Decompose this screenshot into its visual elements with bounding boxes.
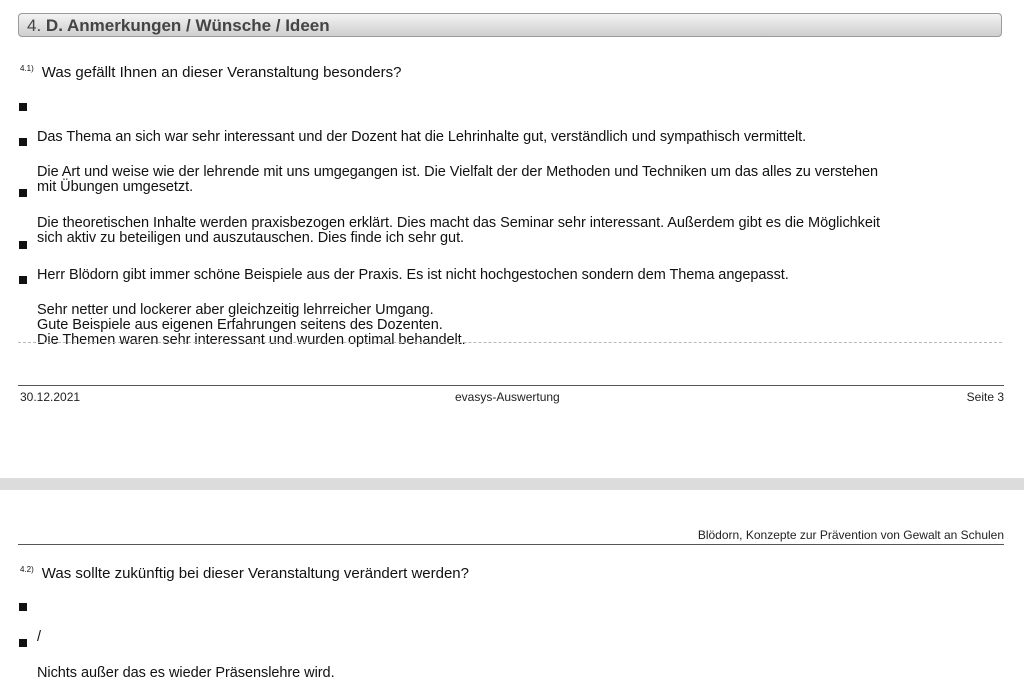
dashed-divider (18, 342, 1002, 343)
square-bullet-icon (19, 241, 27, 249)
list-item (18, 636, 1017, 681)
footer-divider (18, 385, 1004, 386)
answer-text: Die theoretischen Inhalte werden praxisbezogen erklärt. Dies macht das Seminar sehr interessant. Außerdem gibt es die Möglichkeit sich aktiv zu beteiligen und auszutauschen. Dies finde ich sehr gut. (37, 215, 881, 246)
question-number: 4.2) (20, 565, 34, 574)
section-header (18, 13, 1002, 37)
list-item (18, 273, 1017, 348)
footer-app-name: evasys-Auswertung (455, 390, 560, 404)
question-text: Was sollte zukünftig bei dieser Veranstaltung verändert werden? (41, 565, 469, 582)
section-title (27, 16, 330, 36)
square-bullet-icon (19, 138, 27, 146)
square-bullet-icon (19, 103, 27, 111)
square-bullet-icon (19, 189, 27, 197)
answer-text: Herr Blödorn gibt immer schöne Beispiele aus der Praxis. Es ist nicht hochgestochen sondern dem Thema angepasst. (37, 267, 789, 283)
square-bullet-icon (19, 639, 27, 647)
answer-text: / (37, 629, 41, 645)
running-head: Blödorn, Konzepte zur Prävention von Gewalt an Schulen (697, 528, 1004, 542)
section-title-text: D. Anmerkungen / Wünsche / Ideen (45, 16, 330, 35)
question-4-1 (20, 64, 401, 81)
answer-text: Das Thema an sich war sehr interessant und der Dozent hat die Lehrinhalte gut, verständlich und sympathisch vermittelt. (37, 129, 807, 145)
list-item (18, 186, 1024, 246)
square-bullet-icon (19, 603, 27, 611)
answer-text: Die Art und weise wie der lehrende mit uns umgegangen ist. Die Vielfalt der der Methoden und Techniken um das alles zu verstehen mit Übungen umgesetzt. (37, 164, 879, 195)
square-bullet-icon (19, 276, 27, 284)
answer-text: Nichts außer das es wieder Präsenslehre wird. (37, 665, 335, 681)
page-separator (0, 478, 1024, 490)
header-divider (18, 544, 1004, 545)
section-number: 4. (27, 16, 42, 35)
question-number: 4.1) (20, 64, 34, 73)
question-4-2 (20, 565, 469, 582)
answer-text: Sehr netter und lockerer aber gleichzeitig lehrreicher Umgang. Gute Beispiele aus eigenen Erfahrungen seitens des Dozenten. Die Themen waren sehr interessant und wurden optimal behandelt. (37, 302, 466, 348)
report-page-4 (0, 490, 1024, 681)
footer-page-number: Seite 3 (966, 390, 1004, 404)
question-text: Was gefällt Ihnen an dieser Veranstaltung besonders? (41, 64, 402, 81)
footer-date: 30.12.2021 (20, 390, 81, 404)
